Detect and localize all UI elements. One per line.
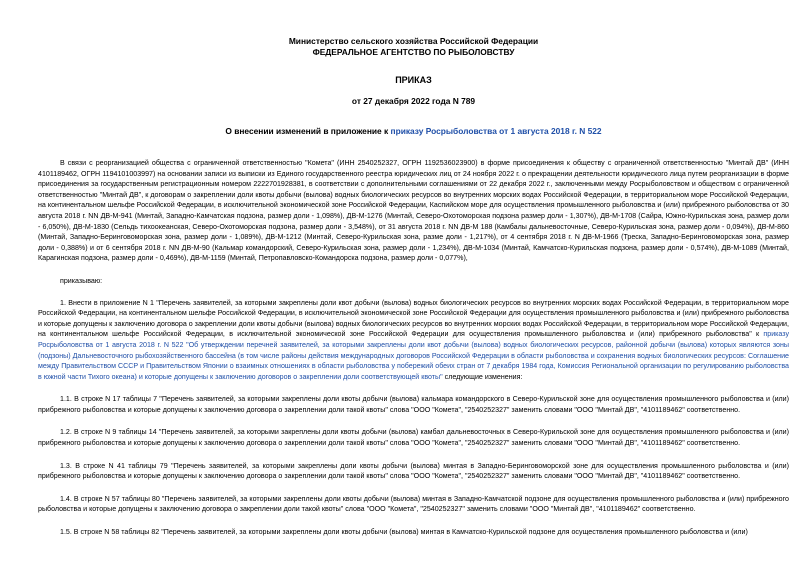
document-subject xyxy=(38,126,789,137)
item-1-2-paragraph: 1.2. В строке N 9 таблицы 14 "Перечень заявителей, за которыми закреплены доли квоты добычи (вылова) камбал дальневосточных в Северо-Курильской зоне для осуществления промышленного рыболовства и (или) прибрежного рыболовства и которые допущены к заключению договора о закреплении доли такой квоты" слова "ООО "Комета", "2540252327" заменить словами "ООО "Минтай ДВ", "4101189462" соответственно. xyxy=(38,428,789,448)
preamble-paragraph: В связи с реорганизацией общества с ограниченной ответственностью "Комета" (ИНН 2540252327, ОГРН 1192536023900) в форме присоединения к обществу с ограниченной ответственностью "Минтай ДВ" (ИНН 4101189462, ОГРН 1194101003997) на основании записи из выписки из Единого государственного реестра юридических лиц от 24 ноября 2022 г. о прекращении деятельности юридического лица путем реорганизации в форме присоединения за государственным регистрационным номером 2222701928381, в соответствии с дополнительными соглашениями от 22 декабря 2022 г., заключенными между Росрыболовством и обществом с ограниченной ответственностью "Минтай ДВ", к договорам о закреплении доли квоты добычи (вылова) водных биологических ресурсов во внутренних морских водах Российской Федерации, в территориальном море Российской Федерации, на континентальном шельфе Российской Федерации, в исключительной экономической зоне Российской Федерации, Каспийском море для осуществления промышленного рыболовства и (или) прибрежного рыболовства от 30 августа 2018 г. NN ДВ-М-941 (Минтай, Западно-Камчатская подзона, размер доли - 1,098%), ДВ-М-1276 (Минтай, Северо-Охотоморская подзона размер доли - 1,307%), ДВ-М-1708 (Сайра, Южно-Курильская зона, размер доли - 6,050%), ДВ-М-1830 (Сельдь тихоокеанская, Северо-Охотоморская подзона, размер доли - 3,548%), от 31 августа 2018 г. NN ДВ-М 188 (Камбалы дальневосточные, Северо-Курильская зона, размер доли - 0,094%), ДВ-М-860 (Минтай, Западно-Беринговоморская зона, размер доли - 1,089%), ДВ-М-1212 (Минтай, Северо-Курильская зона, разме доли - 1,217%), от 4 сентября 2018 г. N ДВ-М-1966 (Треска, Западно-Беринговоморская зона, размер доли - 0,388%) и от 6 сентября 2018 г. NN ДВ-М-90 (Кальмар командорский, Северо-Курильская зона, размер доли - 1,234%), ДВ-М-1034 (Минтай, Камчатско-Курильская подзона, размер доли - 0,574%), ДВ-М-1089 (Минтай, Карагинская подзона, размер доли - 0,469%), ДВ-М-1159 (Минтай, Петропавловско-Командорска подзона, размер доли - 0,077%), xyxy=(38,159,789,263)
document-date-number: от 27 декабря 2022 года N 789 xyxy=(351,96,476,106)
item-1-order-link[interactable]: приказу Росрыболовства от 1 августа 2018 г. N 522 "Об утверждении перечней заявителей, за которыми закреплены доли квот добычи (вылова) водных биологических ресурсов, районной добычи (вылова) которых являются зоны (подзоны) Дальневосточного рыбохозяйственного бассейна (в том числе районы действия международных договоров Российской Федерации в области рыболовства и сохранения водных биологических ресурсов: Соглашение между Правительством СССР и Правительством Японии о взаимных отношениях в области рыболовства у побережий обеих стран от 7 декабря 1984 года, Комиссия Региональной организации по регулированию рыболовства в южной части Тихого океана) и которые допущены к заключению договоров о закреплении доли соответствующей квоты" xyxy=(38,330,789,381)
item-1-text: 1. Внести в приложение N 1 "Перечень заявителей, за которыми закреплены доли квот добычи (вылова) водных биологических ресурсов во внутренних морских водах Российской Федерации, в территориальном море Российской Федерации, на континентальном шельфе Российской Федерации, в исключительной экономической зоне Российской Федерации для осуществления промышленного рыболовства и (или) прибрежного рыболовства и которые допущены к заключению договора о закреплении доли квоты добычи (вылова) водных биологических ресурсов во внутренних морских водах Российской Федерации, в территориальном море Российской Федерации, на континентальном шельфе Российской Федерации, в исключительной экономической зоне Российской Федерации для осуществления промышленного рыболовства и (или) прибрежного рыболовства" к xyxy=(38,298,789,339)
document-type: ПРИКАЗ xyxy=(395,75,432,85)
item-1-paragraph xyxy=(38,298,789,383)
subject-order-link[interactable]: приказу Росрыболовства от 1 августа 2018 г. N 522 xyxy=(390,126,602,136)
prikazyvayu-paragraph: приказываю: xyxy=(60,276,103,285)
document-body xyxy=(38,158,789,538)
item-1-4-paragraph: 1.4. В строке N 57 таблицы 80 "Перечень заявителей, за которыми закреплены доли квоты добычи (вылова) минтая в Западно-Камчатской подзоне для осуществления промышленного рыболовства и (или) прибрежного рыболовства и которые допущены к заключению договора о закреплении доли такой квоты" слова "ООО "Комета", "2540252327" заменить словами "ООО "Минтай ДВ", "4101189462" соответственно. xyxy=(38,494,789,514)
item-1-1-paragraph: 1.1. В строке N 17 таблицы 7 "Перечень заявителей, за которыми закреплены доли квоты добычи (вылова) кальмара командорского в Северо-Курильской зоне для осуществления промышленного рыболовства и (или) прибрежного рыболовства и которые допущены к заключению договора о закреплении доли такой квоты" слова "ООО "Комета", "2540252327" заменить словами "ООО "Минтай ДВ", "4101189462" соответственно. xyxy=(38,395,789,414)
agency-name: ФЕДЕРАЛЬНОЕ АГЕНТСТВО ПО РЫБОЛОВСТВУ xyxy=(312,47,515,57)
ministry-name: Министерство сельского хозяйства Российской Федерации xyxy=(288,36,539,46)
subject-prefix: О внесении изменений в приложение к xyxy=(225,126,391,136)
item-1-suffix: следующие изменения: xyxy=(442,372,523,381)
item-1-3-paragraph: 1.3. В строке N 41 таблицы 79 "Перечень заявителей, за которыми закреплены доли квоты добычи (вылова) минтая в Западно-Беринговоморской зоне для осуществления промышленного рыболовства и (или) прибрежного рыболовства и которые допущены к заключению договора о закреплении доли такой квоты" слова "ООО "Комета", "2540252327" заменить словами "ООО "Минтай ДВ", "4101189462" соответственно. xyxy=(38,461,789,481)
item-1-5-paragraph: 1.5. В строке N 58 таблицы 82 "Перечень заявителей, за которыми закреплены доли квоты добычи (вылова) минтая в Камчатско-Курильской подзоне для осуществления промышленного рыболовства и (или) xyxy=(60,528,748,537)
document-header xyxy=(38,0,789,137)
